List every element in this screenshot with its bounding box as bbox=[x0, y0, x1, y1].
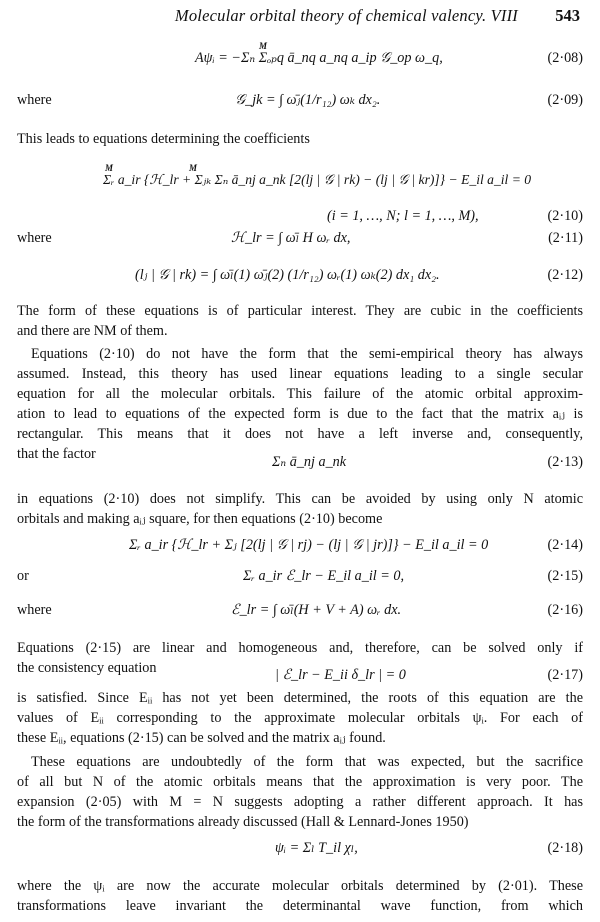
paragraph-line: transformations leave invariant the determinantal wave function, from which bbox=[17, 898, 583, 914]
equation-lead-word: where bbox=[17, 230, 52, 246]
equation-2-08 bbox=[17, 41, 583, 72]
equation-conditions: (i = 1, …, N; l = 1, …, M), bbox=[327, 208, 479, 224]
equation-expression: Σₙ ā_nj a_nk bbox=[272, 454, 347, 470]
equation-2-17 bbox=[17, 665, 583, 689]
equation-expression: (lⱼ | 𝒢 | rk) = ∫ ω̄ₗ(1) ω̄ⱼ(2) (1/r₁₂) ωᵣ(1) ωₖ(2) dx₁ dx₂. bbox=[135, 267, 440, 283]
equation-expression: Σᵣ a_ir {ℋ_lr + Σⱼ [2(lj | 𝒢 | rj) − (lj | 𝒢 | jr)]} − E_il a_il = 0 bbox=[129, 537, 489, 553]
sum-upper-limit: M bbox=[259, 41, 268, 51]
equation-expression: 𝒢_jk = ∫ ω̄ⱼ(1/r₁₂) ωₖ dx₂. bbox=[235, 92, 381, 108]
paragraph-line: the consistency equation bbox=[17, 660, 157, 676]
paragraph-line: This leads to equations determining the coefficients bbox=[17, 131, 310, 147]
paragraph-line: that the factor bbox=[17, 446, 96, 462]
equation-2-10-line-1 bbox=[17, 163, 583, 194]
equation-expression: Aψᵢ = −Σₙ Σₒₚq ā_nq a_nq a_ip 𝒢_op ω_q, M bbox=[195, 41, 443, 66]
page-number: 543 bbox=[555, 6, 580, 25]
equation-expression: Σᵣ a_ir {ℋ_lr + Σⱼₖ Σₙ ā_nj a_nk [2(lj | 𝒢 | rk) − (lj | 𝒢 | kr)]} − E_il a_il = 0 M M bbox=[103, 163, 532, 187]
equation-number: (2·17) bbox=[547, 667, 583, 683]
equation-2-09 bbox=[17, 90, 583, 114]
equation-expression: | ℰ_lr − E_ii δ_lr | = 0 bbox=[275, 667, 406, 683]
equation-number: (2·18) bbox=[547, 840, 583, 856]
equation-number: (2·10) bbox=[547, 208, 583, 224]
paragraph-line: orbitals and making aᵢⱼ square, for then equations (2·10) become bbox=[17, 511, 383, 527]
paragraph-line: of all but N of the atomic orbitals means that the approximation is very poor. The bbox=[17, 774, 583, 790]
paragraph-line: the form of the transformations already discussed (Hall & Lennard-Jones 1950) bbox=[17, 814, 469, 830]
sum-upper-limit: M bbox=[105, 163, 114, 173]
paragraph-line: Equations (2·10) do not have the form that the semi-empirical theory has always bbox=[31, 346, 583, 362]
equation-expression: Σᵣ a_ir ℰ_lr − E_il a_il = 0, bbox=[243, 568, 405, 584]
equation-number: (2·15) bbox=[547, 568, 583, 584]
equation-number: (2·12) bbox=[547, 267, 583, 283]
equation-2-13 bbox=[17, 452, 583, 476]
paragraph-line: is satisfied. Since Eᵢᵢ has not yet been determined, the roots of this equation are the bbox=[17, 690, 583, 706]
paragraph-line: values of Eᵢᵢ corresponding to the approximate molecular orbitals ψᵢ. For each of bbox=[17, 710, 583, 726]
equation-2-11 bbox=[17, 228, 583, 252]
equation-number: (2·08) bbox=[547, 50, 583, 66]
paragraph-line: equation for all the molecular orbitals. This failure of the atomic orbital approxim- bbox=[17, 386, 583, 402]
equation-2-16 bbox=[17, 600, 583, 624]
equation-lead-word: where bbox=[17, 92, 52, 108]
equation-2-12 bbox=[17, 265, 583, 289]
paragraph-line: these Eᵢᵢ, equations (2·15) can be solved and the matrix aᵢⱼ found. bbox=[17, 730, 386, 746]
running-header bbox=[0, 6, 600, 30]
paragraph-line: expansion (2·05) with M = N suggests adopting a rather different approach. It has bbox=[17, 794, 583, 810]
paragraph-line: These equations are undoubtedly of the form that was expected, but the sacrifice bbox=[31, 754, 583, 770]
sum-upper-limit: M bbox=[189, 163, 198, 173]
paragraph-line: in equations (2·10) does not simplify. This can be avoided by using only N atomic bbox=[17, 491, 583, 507]
equation-expression: ψᵢ = Σₗ T_il χₗ, bbox=[275, 840, 358, 856]
equation-2-15 bbox=[17, 566, 583, 590]
paragraph-line: Equations (2·15) are linear and homogeneous and, therefore, can be solved only if bbox=[17, 640, 583, 656]
equation-number: (2·14) bbox=[547, 537, 583, 553]
equation-number: (2·16) bbox=[547, 602, 583, 618]
equation-lead-word: where bbox=[17, 602, 52, 618]
equation-expression: ℋ_lr = ∫ ω̄ₗ H ωᵣ dx, bbox=[231, 230, 351, 246]
paragraph-line: and there are NM of them. bbox=[17, 323, 168, 339]
running-title: Molecular orbital theory of chemical valency. VIII bbox=[174, 6, 518, 25]
equation-2-10-line-2 bbox=[17, 206, 583, 230]
equation-number: (2·13) bbox=[547, 454, 583, 470]
equation-lead-word: or bbox=[17, 568, 29, 584]
equation-2-14 bbox=[17, 535, 583, 559]
paragraph-line: The form of these equations is of particular interest. They are cubic in the coefficients bbox=[17, 303, 583, 319]
paragraph-line: rectangular. This means that it does not have a left inverse and, consequently, bbox=[17, 426, 583, 442]
paragraph-line: ation to lead to equations of the expected form is due to the fact that the matrix aᵢⱼ is bbox=[17, 406, 583, 422]
equation-2-18 bbox=[17, 838, 583, 862]
paragraph-line: assumed. Instead, this theory has used linear equations leading to a single secular bbox=[17, 366, 583, 382]
equation-number: (2·09) bbox=[547, 92, 583, 108]
equation-expression: ℰ_lr = ∫ ω̄ₗ(H + V + A) ωᵣ dx. bbox=[231, 602, 402, 618]
paragraph-line: where the ψᵢ are now the accurate molecular orbitals determined by (2·01). These bbox=[17, 878, 583, 894]
equation-number: (2·11) bbox=[548, 230, 583, 246]
